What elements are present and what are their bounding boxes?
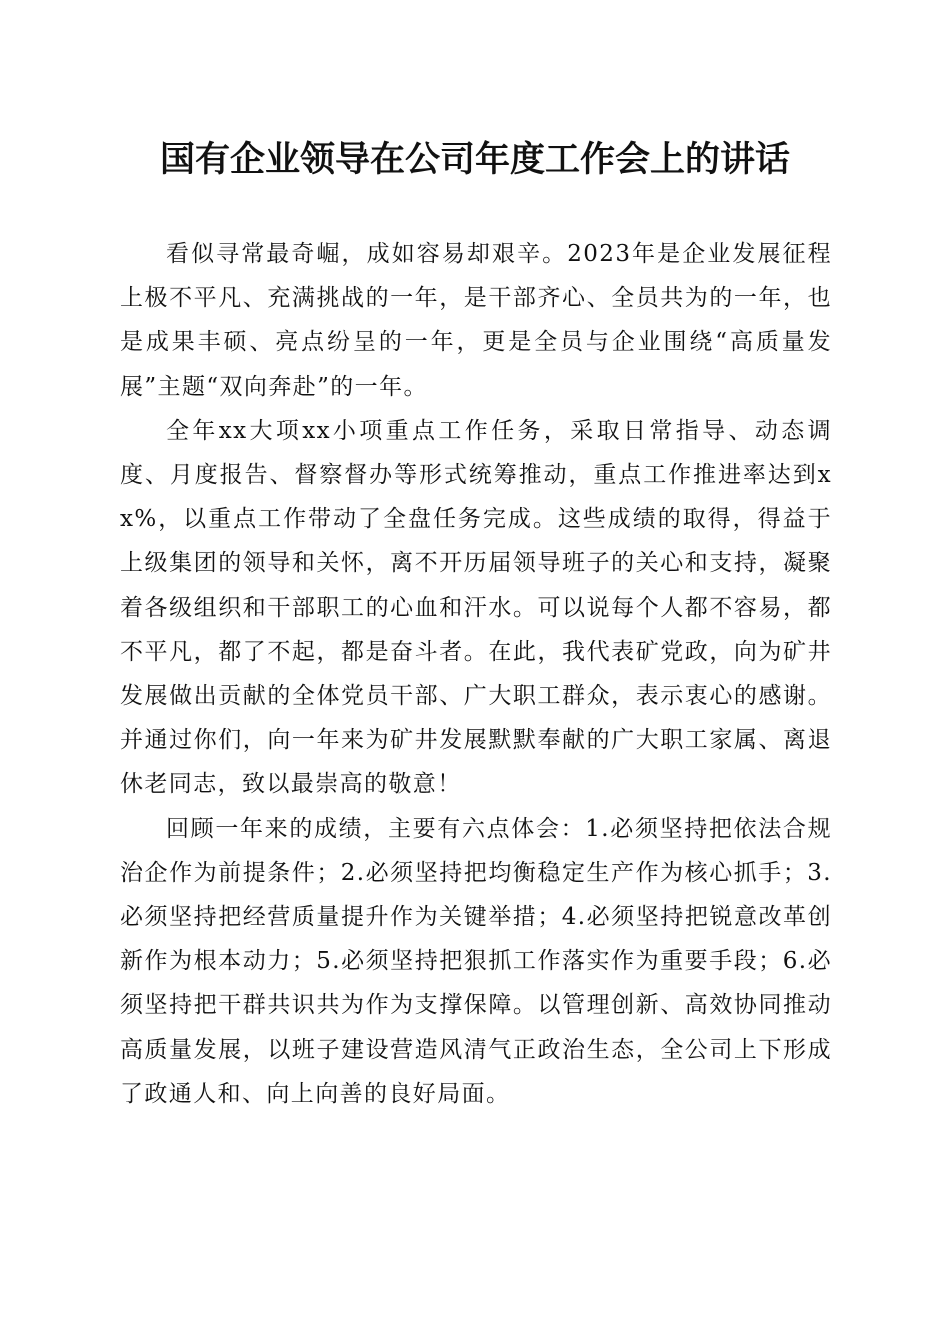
paragraph-1: 看似寻常最奇崛，成如容易却艰辛。2023年是企业发展征程上极不平凡、充满挑战的一年，是干部齐心、全员共为的一年，也是成果丰硕、亮点纷呈的一年，更是全员与企业围绕“高质量发展”主题“双向奔赴”的一年。 xyxy=(120,241,832,400)
paragraph-3: 回顾一年来的成绩，主要有六点体会：1.必须坚持把依法合规治企作为前提条件；2.必须坚持把均衡稳定生产作为核心抓手；3.必须坚持把经营质量提升作为关键举措；4.必须坚持把锐意改革创新作为根本动力；5.必须坚持把狠抓工作落实作为重要手段；6.必须坚持把干群共识共为作为支撑保障。以管理创新、高效协同推动高质量发展，以班子建设营造风清气正政治生态，全公司上下形成了政通人和、向上向善的良好局面。 xyxy=(120,815,832,1107)
document-title: 国有企业领导在公司年度工作会上的讲话 xyxy=(159,139,790,180)
paragraph-2: 全年xx大项xx小项重点工作任务，采取日常指导、动态调度、月度报告、督察督办等形式统筹推动，重点工作推进率达到xx%，以重点工作带动了全盘任务完成。这些成绩的取得，得益于上级集团的领导和关怀，离不开历届领导班子的关心和支持，凝聚着各级组织和干部职工的心血和汗水。可以说每个人都不容易，都不平凡，都了不起，都是奋斗者。在此，我代表矿党政，向为矿井发展做出贡献的全体党员干部、广大职工群众，表示衷心的感谢。并通过你们，向一年来为矿井发展默默奉献的广大职工家属、离退休老同志，致以最崇高的敬意！ xyxy=(120,417,832,798)
document-body xyxy=(120,232,832,1116)
